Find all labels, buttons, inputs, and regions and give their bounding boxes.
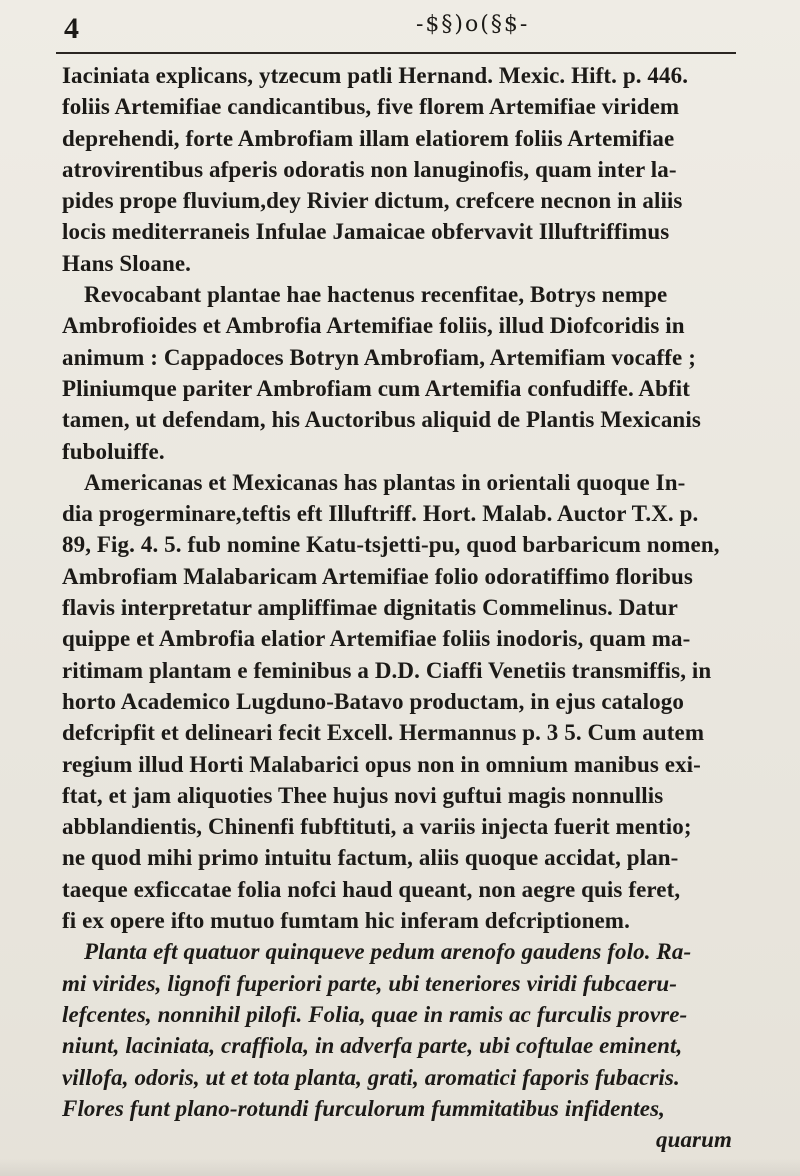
- text-line: ritimam plantam e feminibus a D.D. Ciaffi Venetiis transmiffis, in: [62, 657, 712, 683]
- text-line: villofa, odoris, ut et tota planta, grati, aromatici faporis fubacris.: [62, 1064, 680, 1090]
- text-line: flavis interpretatur ampliffimae dignitatis Commelinus. Datur: [62, 595, 678, 621]
- text-line: Pliniumque pariter Ambrofiam cum Artemifia confudiffe. Abfit: [62, 375, 691, 401]
- page-shadow: [0, 1158, 800, 1176]
- text-line: ne quod mihi primo intuitu factum, aliis quoque accidat, plan-: [62, 845, 679, 871]
- text-line: ftat, et jam aliquoties Thee hujus novi guftui magis nonnullis: [62, 782, 664, 808]
- text-line: Iaciniata explicans, ytzecum patli Hernand. Mexic. Hift. p. 446.: [62, 63, 689, 88]
- text-line: Ambrofioides et Ambrofia Artemifiae foliis, illud Diofcoridis in: [62, 313, 685, 339]
- text-line: horto Academico Lugduno-Batavo productam, in ejus catalogo: [62, 688, 684, 714]
- text-line: taeque exficcatae folia nofci haud queant, non aegre quis feret,: [62, 876, 681, 902]
- text-line: atrovirentibus afperis odoratis non lanuginofis, quam inter la-: [62, 156, 677, 182]
- text-line: 89, Fig. 4. 5. fub nomine Katu-tsjetti-pu, quod barbaricum nomen,: [62, 532, 720, 558]
- text-line: foliis Artemifiae candicantibus, five florem Artemifiae viridem: [62, 94, 680, 120]
- header-ornament: -$§)o(§$-: [416, 12, 530, 37]
- text-line: fuboluiffe.: [62, 438, 165, 464]
- text-line: Ambrofiam Malabaricam Artemifiae folio odoratiffimo floribus: [62, 563, 693, 589]
- text-line: abblandientis, Chinenfi fubftituti, a variis injecta fuerit mentio;: [62, 814, 692, 840]
- text-line: locis mediterraneis Infulae Jamaicae obfervavit Illuftriffimus: [62, 219, 670, 245]
- text-line: dia progerminare,teftis eft Illuftriff. Hort. Malab. Auctor T.X. p.: [62, 501, 699, 527]
- text-line: fi ex opere ifto mutuo fumtam hic inferam defcriptionem.: [62, 908, 630, 934]
- catchword: quarum: [655, 1127, 732, 1153]
- text-line: mi virides, lignofi fuperiori parte, ubi teneriores viridi fubcaeru-: [62, 970, 678, 996]
- text-line: deprehendi, forte Ambrofiam illam elatiorem foliis Artemifiae: [62, 125, 675, 151]
- body-text: [62, 60, 742, 1155]
- text-line: quippe et Ambrofia elatior Artemifiae foliis inodoris, quam ma-: [62, 626, 691, 652]
- text-line: niunt, laciniata, craffiola, in adverfa parte, ubi coftulae eminent,: [62, 1033, 683, 1059]
- text-line: lefcentes, nonnihil pilofi. Folia, quae in ramis ac furculis provre-: [62, 1001, 688, 1027]
- page-header: [56, 8, 736, 54]
- text-line: pides prope fluvium,dey Rivier dictum, crefcere necnon in aliis: [62, 188, 683, 214]
- text-line: animum : Cappadoces Botryn Ambrofiam, Artemifiam vocaffe ;: [62, 344, 696, 370]
- text-line: Flores funt plano-rotundi furculorum fummitatibus infidentes,: [62, 1095, 665, 1121]
- page-number: 4: [64, 12, 79, 45]
- text-line: regium illud Horti Malabarici opus non in omnium manibus exi-: [62, 751, 701, 777]
- text-line: defcripfit et delineari fecit Excell. Hermannus p. 3 5. Cum autem: [62, 720, 705, 746]
- text-line: Revocabant plantae hae hactenus recenfitae, Botrys nempe: [84, 282, 668, 308]
- text-line: Planta eft quatuor quinqueve pedum arenofo gaudens folo. Ra-: [84, 939, 692, 965]
- text-line: Americanas et Mexicanas has plantas in orientali quoque In-: [84, 469, 686, 495]
- text-line: tamen, ut defendam, his Auctoribus aliquid de Plantis Mexicanis: [62, 407, 701, 433]
- text-line: Hans Sloane.: [62, 250, 192, 276]
